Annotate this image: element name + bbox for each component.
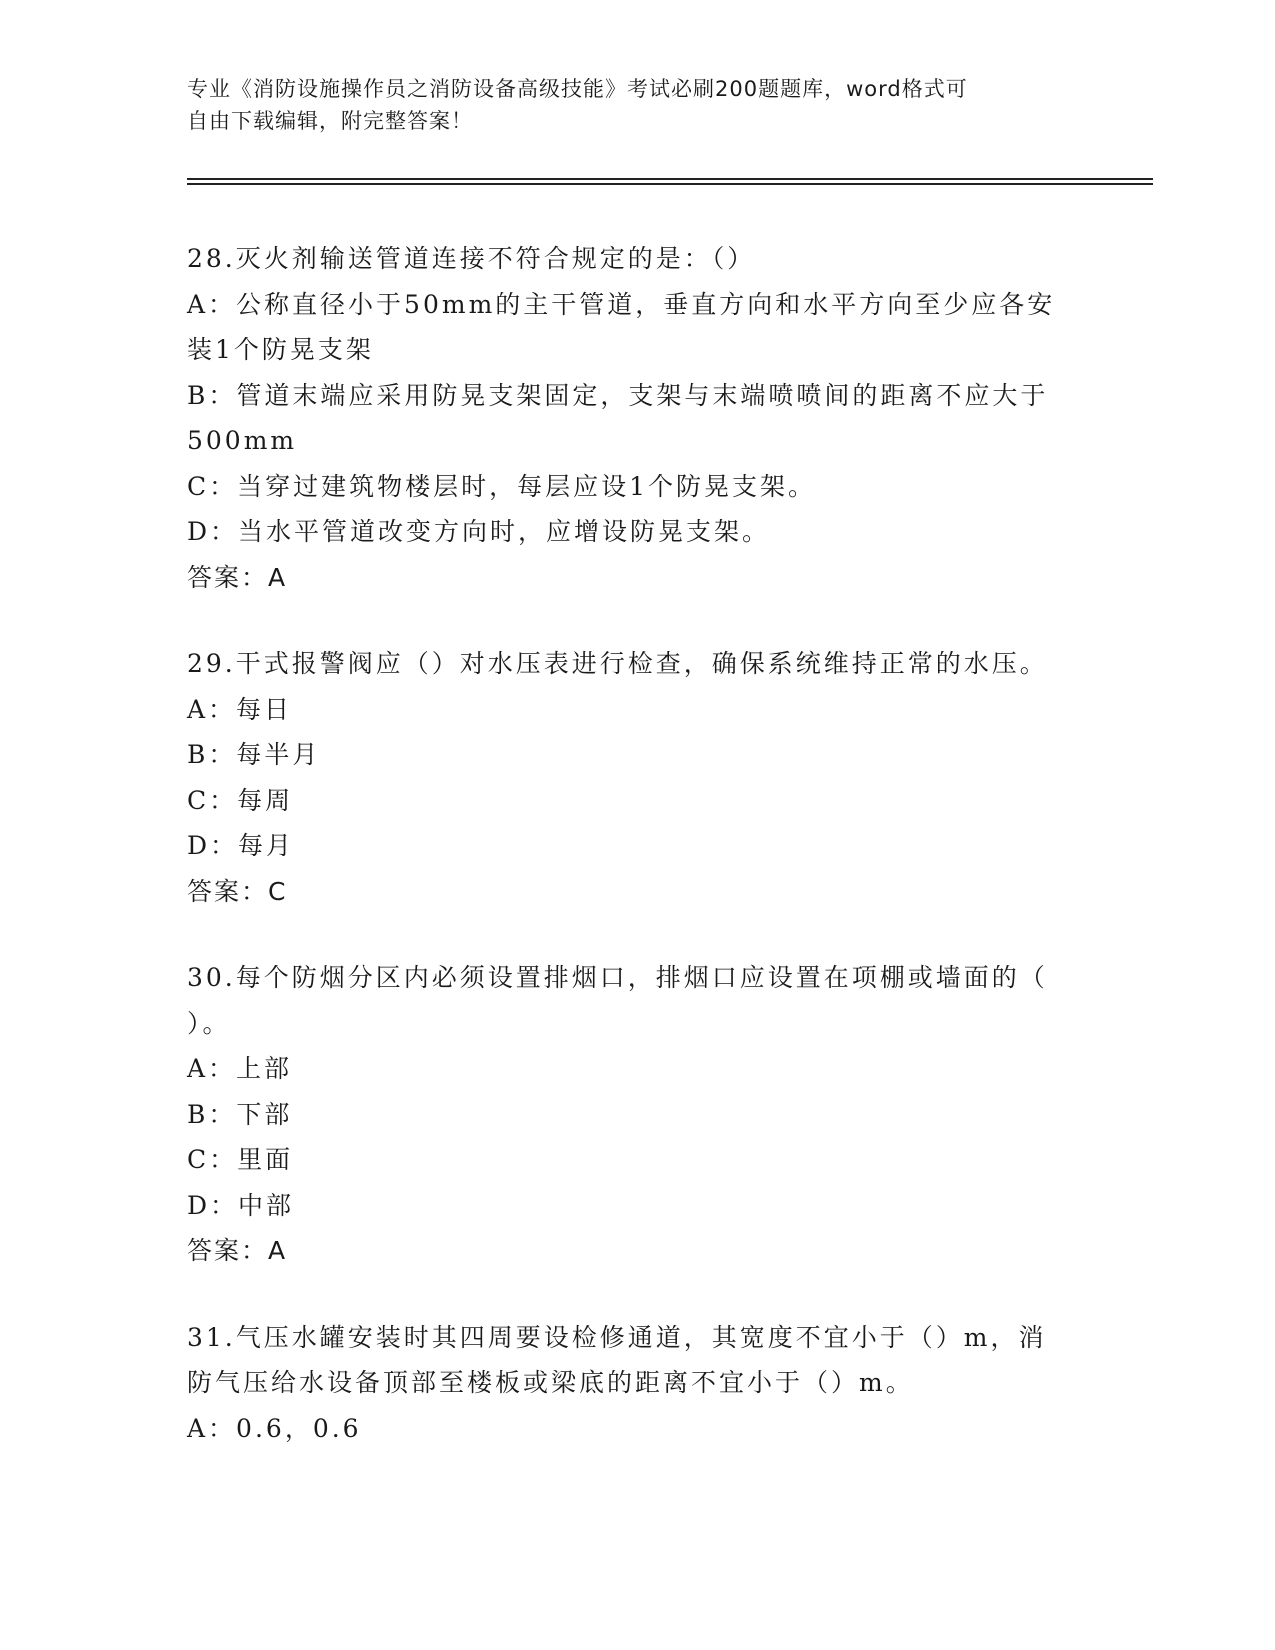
question-stem: 防气压给水设备顶部至楼板或梁底的距离不宜小于（）m。 — [187, 1368, 914, 1397]
question-stem: 29.干式报警阀应（）对水压表进行检查，确保系统维持正常的水压。 — [187, 649, 1048, 678]
header-line-1: 专业《消防设施操作员之消防设备高级技能》考试必刷200题题库，word格式可 — [187, 77, 968, 101]
answer-label: 答案：A — [187, 1236, 288, 1265]
question-stem: 28.灭火剂输送管道连接不符合规定的是：（） — [187, 244, 756, 273]
question-stem: 31.气压水罐安装时其四周要设检修通道，其宽度不宜小于（）m，消 — [187, 1322, 1047, 1352]
question-option: C：当穿过建筑物楼层时，每层应设1个防晃支架。 — [187, 471, 817, 501]
question-option: B：每半月 — [187, 740, 321, 769]
answer-label: 答案：C — [187, 876, 288, 906]
question-option: C：里面 — [187, 1145, 294, 1174]
question-list — [187, 236, 1087, 1492]
header-line-2: 自由下载编辑，附完整答案！ — [187, 109, 473, 133]
question-block — [187, 1315, 1087, 1452]
question-option: 装1个防晃支架 — [187, 335, 374, 364]
question-option: D：当水平管道改变方向时，应增设防晃支架。 — [187, 517, 771, 546]
question-option: 500mm — [187, 426, 298, 455]
question-option: A：公称直径小于50mm的主干管道，垂直方向和水平方向至少应各安 — [187, 289, 1056, 319]
question-block — [187, 641, 1087, 914]
question-option: D：每月 — [187, 831, 295, 860]
document-header — [187, 73, 1067, 137]
question-option: C：每周 — [187, 785, 294, 815]
question-option: B：管道末端应采用防晃支架固定，支架与末端喷喷间的距离不应大于 — [187, 380, 1049, 410]
question-option: B：下部 — [187, 1099, 293, 1129]
question-block — [187, 236, 1087, 600]
question-block — [187, 955, 1087, 1274]
question-stem: ）。 — [187, 1008, 231, 1038]
question-option: D：中部 — [187, 1190, 295, 1220]
question-stem: 30.每个防烟分区内必须设置排烟口，排烟口应设置在项棚或墙面的（ — [187, 963, 1048, 992]
question-option: A：0.6，0.6 — [187, 1413, 362, 1443]
header-divider-bottom — [187, 183, 1153, 185]
answer-label: 答案：A — [187, 562, 288, 592]
question-option: A：上部 — [187, 1054, 293, 1083]
question-option: A：每日 — [187, 694, 293, 724]
header-divider-top — [187, 178, 1153, 180]
